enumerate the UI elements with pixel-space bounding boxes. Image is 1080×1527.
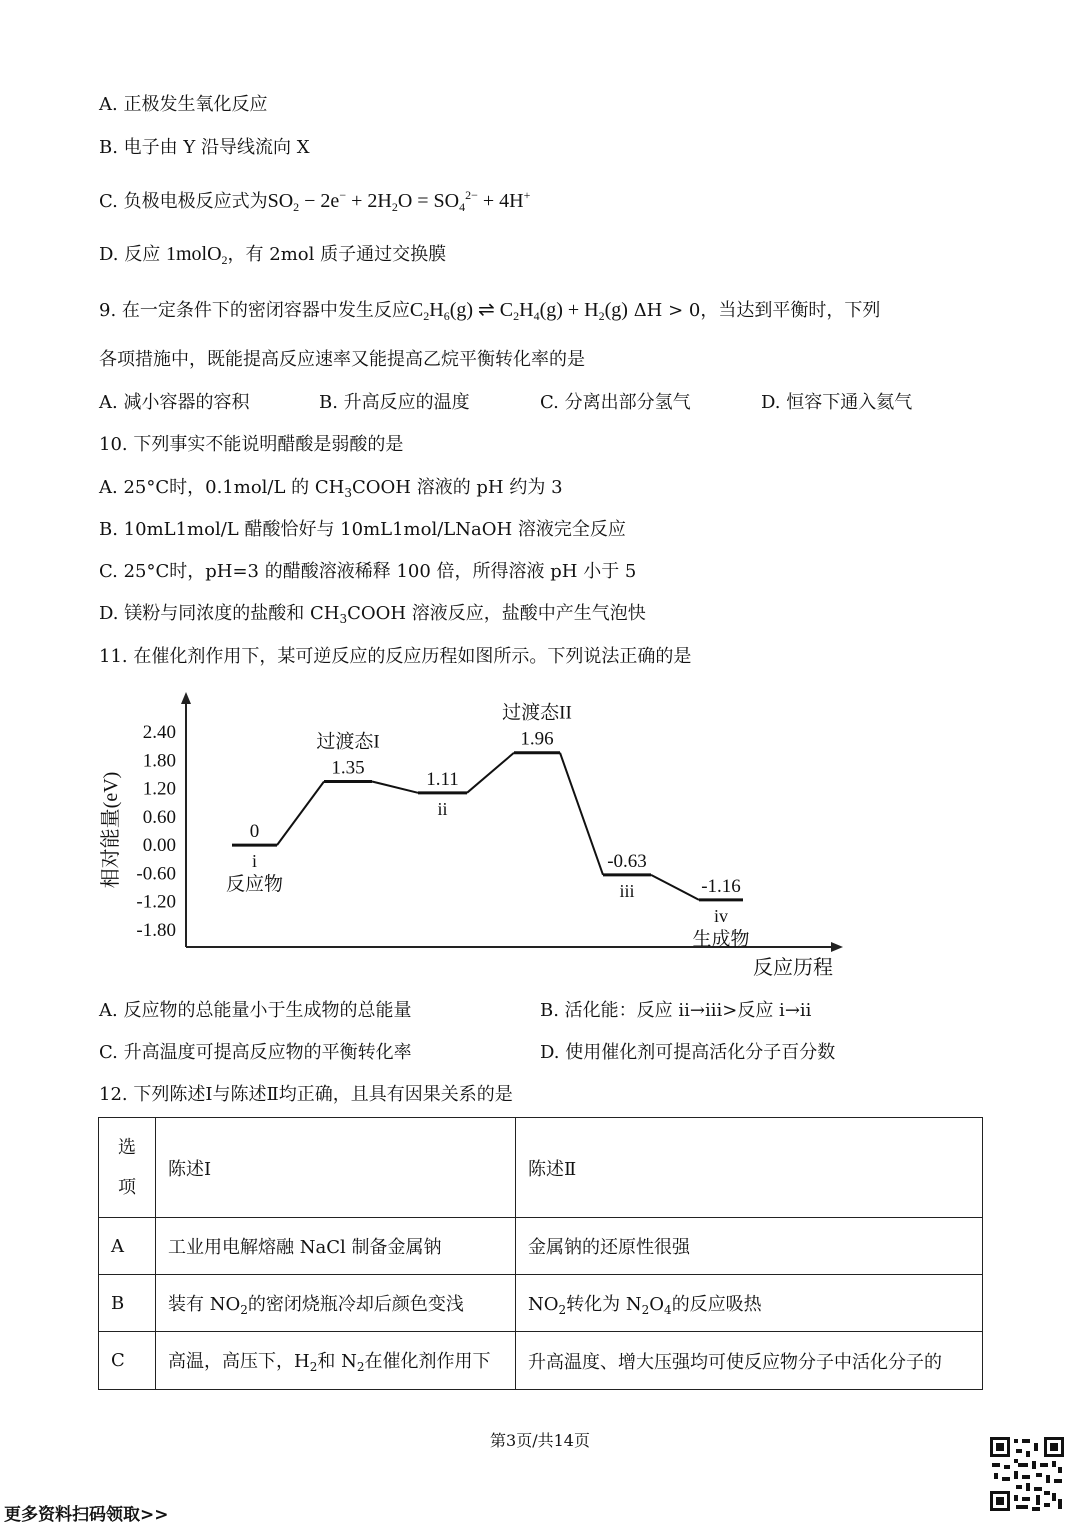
species-label: 反应物 (225, 874, 284, 896)
q12-stem: 12. 下列陈述Ⅰ与陈述Ⅱ均正确，且具有因果关系的是 (99, 1084, 513, 1105)
more-resources-link[interactable]: 更多资料扫码领取>> (4, 1505, 169, 1525)
page-number: 第3页/共14页 (490, 1431, 590, 1450)
connector-line (651, 875, 699, 900)
row-b-s2-post: 的反应吸热 (671, 1293, 762, 1315)
connector-line (467, 753, 514, 793)
q11-option-a: A. 反应物的总能量小于生成物的总能量 (99, 1000, 412, 1021)
q9-option-b: B. 升高反应的温度 (319, 392, 470, 413)
row-b-s1-pre: 装有 NO (168, 1293, 241, 1315)
header-option-cell (99, 1118, 156, 1218)
q8-option-a: A. 正极发生氧化反应 (99, 94, 268, 115)
q8-option-d-mol: 1molO$_2$ (165, 243, 228, 267)
row-option: C (99, 1332, 156, 1390)
row-statement1: 高温，高压下，$H_2$和 $N_2$在催化剂作用下 (156, 1332, 516, 1390)
q12-table (98, 1117, 983, 1390)
row-statement2: 金属钠的还原性很强 (516, 1218, 983, 1275)
y-tick-label: -1.80 (136, 920, 176, 941)
connector-line (560, 753, 603, 875)
intermediate-label: ii (437, 798, 448, 819)
row-c-s1-pre: 高温，高压下，H (168, 1351, 310, 1372)
data-label: 1.11 (426, 768, 459, 790)
q9-option-c: C. 分离出部分氢气 (540, 392, 691, 413)
intermediate-label: i (251, 851, 258, 872)
transition-state-label: 过渡态I (316, 731, 380, 753)
transition-state-label: 过渡态II (502, 702, 572, 724)
q8-option-b-text: B. 电子由 Y 沿导线流向 X (99, 137, 310, 158)
q9-stem-prefix: 9. 在一定条件下的密闭容器中发生反应 (99, 300, 410, 321)
q10-stem: 10. 下列事实不能说明醋酸是弱酸的是 (99, 434, 404, 455)
qr-code-icon[interactable] (988, 1435, 1066, 1513)
table-row (99, 1218, 983, 1275)
y-axis-arrow (181, 692, 191, 704)
y-tick-label: 1.20 (142, 778, 176, 800)
q11-stem: 11. 在催化剂作用下，某可逆反应的反应历程如图所示。下列说法正确的是 (99, 646, 692, 667)
row-statement1: 工业用电解熔融 NaCl 制备金属钠 (156, 1218, 516, 1275)
q9-stem-line1 (99, 299, 880, 327)
row-statement2: $NO_2$转化为 $N_2O_4$的反应吸热 (516, 1275, 983, 1332)
q10-option-d: D. 镁粉与同浓度的盐酸和 $CH_3COOH$ 溶液反应，盐酸中产生气泡快 (99, 603, 646, 626)
q10-option-d-post: COOH 溶液反应，盐酸中产生气泡快 (347, 603, 646, 624)
intermediate-label: iii (619, 880, 635, 901)
header-option-char2: 项 (118, 1176, 136, 1198)
table-row (99, 1332, 983, 1390)
header-col1: 陈述Ⅰ (156, 1118, 516, 1218)
y-tick-label: -1.20 (136, 891, 176, 913)
q9-stem-line2: 各项措施中，既能提高反应速率又能提高乙烷平衡转化率的是 (99, 349, 585, 370)
x-axis-label: 反应历程 (753, 957, 833, 979)
table-header-row (99, 1118, 983, 1218)
row-b-s2-pre: NO (528, 1293, 559, 1315)
q9-option-a: A. 减小容器的容积 (99, 392, 250, 413)
species-label: 生成物 (692, 928, 750, 950)
q8-option-d (99, 243, 446, 271)
row-b-s2-mid: 转化为 N (566, 1293, 642, 1315)
row-option: B (99, 1275, 156, 1332)
y-tick-label: 1.80 (142, 750, 176, 772)
data-label: -0.63 (607, 850, 647, 872)
q8-option-c (99, 184, 530, 218)
intermediate-label: iv (713, 905, 729, 926)
row-b-s2-mid2: O (649, 1293, 665, 1315)
data-label: 1.96 (520, 728, 554, 750)
y-tick-label: -0.60 (136, 863, 176, 885)
q9-stem-suffix: ΔH > 0，当达到平衡时，下列 (633, 300, 881, 321)
y-tick-label: 0.60 (142, 806, 176, 828)
q10-option-a-pre: A. 25°C时，0.1mol/L 的 CH (99, 477, 345, 498)
data-label: 1.35 (331, 757, 365, 779)
y-axis-label: 相对能量(eV) (100, 771, 122, 889)
q8-option-c-equation: $SO_2 - 2e^- + 2H_2O = SO_4^{2-} + 4H^+$ (267, 188, 531, 214)
row-statement1: 装有 $NO_2$的密闭烧瓶冷却后颜色变浅 (156, 1275, 516, 1332)
row-b-s1-post: 的密闭烧瓶冷却后颜色变浅 (247, 1293, 464, 1315)
x-axis-arrow (831, 942, 843, 952)
row-c-s1-post: 在催化剂作用下 (364, 1351, 491, 1372)
row-c-s1-mid: 和 N (317, 1351, 357, 1372)
q10-option-d-pre: D. 镁粉与同浓度的盐酸和 CH (99, 603, 340, 624)
q9-equation: $C_2H_6(g)$ ⇌ $C_2H_4(g) + H_2(g)$ (409, 299, 628, 323)
row-option: A (99, 1218, 156, 1275)
q8-option-d-suffix: ，有 2mol 质子通过交换膜 (227, 244, 447, 265)
q8-option-c-prefix: C. 负极电极反应式为 (99, 191, 268, 212)
y-tick-label: 2.40 (142, 722, 176, 743)
data-label: 0 (249, 821, 260, 843)
q10-option-a: A. 25°C时，0.1mol/L 的 $CH_3COOH$ 溶液的 pH 约为 3 (99, 477, 563, 500)
q8-option-b (99, 137, 310, 159)
connector-line (372, 782, 418, 793)
table-row (99, 1275, 983, 1332)
q11-option-b: B. 活化能：反应 ii→iii>反应 i→ii (540, 1000, 812, 1021)
row-statement2: 升高温度、增大压强均可使反应物分子中活化分子的 (516, 1332, 983, 1390)
header-col2: 陈述Ⅱ (516, 1118, 983, 1218)
q10-option-b: B. 10mL1mol/L 醋酸恰好与 10mL1mol/LNaOH 溶液完全反应 (99, 519, 626, 540)
data-label: -1.16 (701, 875, 741, 897)
q11-option-d: D. 使用催化剂可提高活化分子百分数 (540, 1042, 836, 1063)
q10-option-a-post: COOH 溶液的 pH 约为 3 (351, 477, 563, 498)
q11-option-c: C. 升高温度可提高反应物的平衡转化率 (99, 1042, 412, 1063)
energy-profile-chart (95, 680, 855, 985)
connector-line (277, 782, 324, 846)
q8-option-d-prefix: D. 反应 (99, 244, 161, 265)
y-tick-label: 0.00 (142, 835, 176, 857)
header-option-char1: 选 (118, 1136, 136, 1158)
q9-option-d: D. 恒容下通入氦气 (761, 392, 913, 413)
q10-option-c: C. 25°C时，pH=3 的醋酸溶液稀释 100 倍，所得溶液 pH 小于 5 (99, 561, 637, 582)
